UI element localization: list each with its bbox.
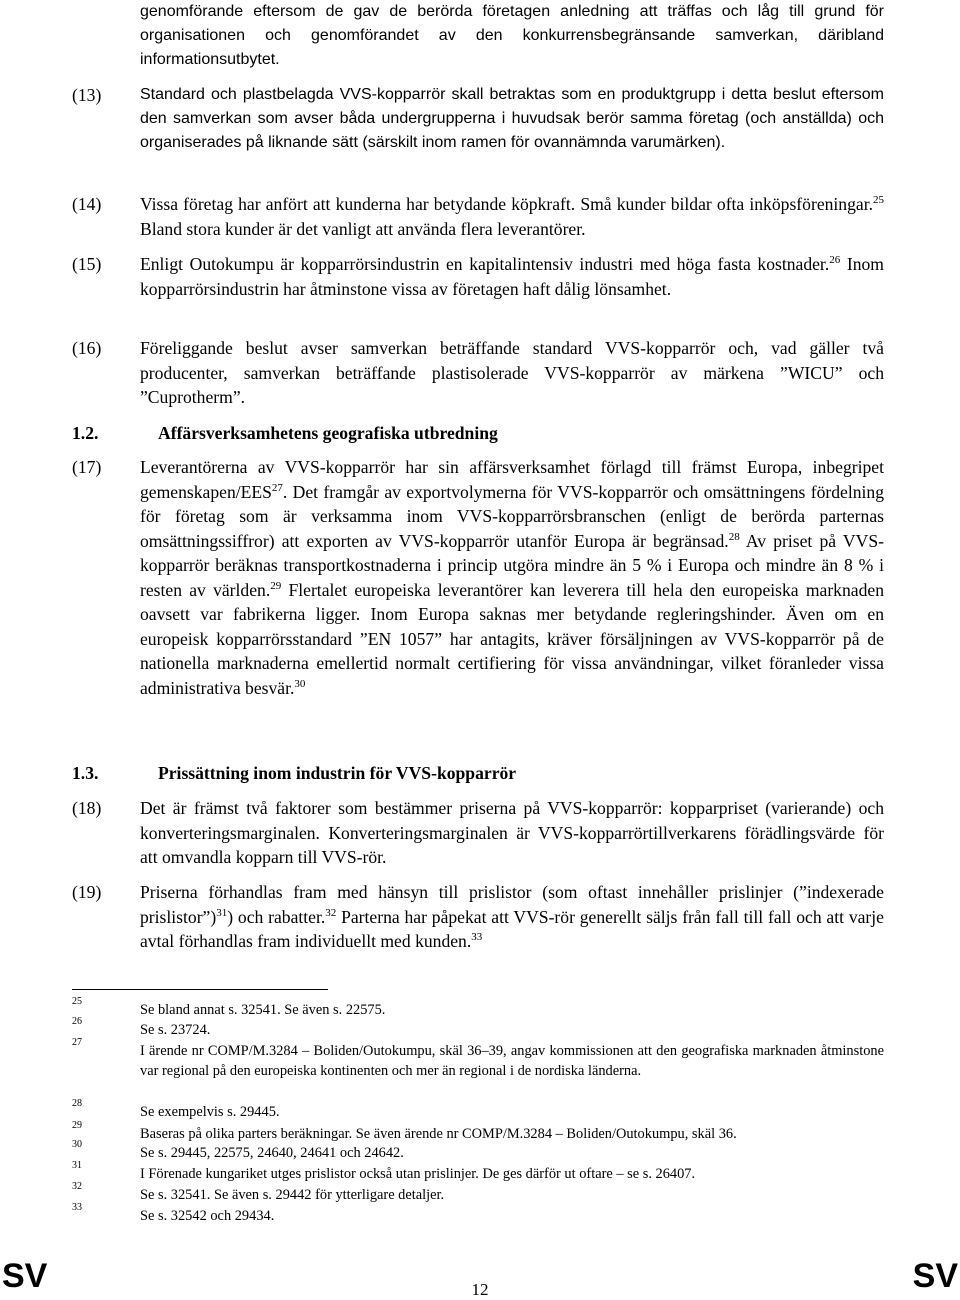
intro-paragraph [72,0,884,72]
paragraph-text: Enligt Outokumpu är kopparrörsindustrin en kapitalintensiv industri med höga fasta kostnader.$^{26}$ Inom kopparrörsindustrin har åtminstone vissa av företagen haft dålig lönsamhet. [140,254,884,299]
paragraph-text: Vissa företag har anfört att kunderna har betydande köpkraft. Små kunder bildar ofta inköpsföreningar.$^{25}$ Bland stora kunder är det vanligt att använda flera leverantörer. [140,194,884,239]
footnote-text: Se exempelvis s. 29445. [140,1104,280,1120]
footnote-number: 31 [72,1160,82,1171]
footnote-number: 27 [72,1037,82,1048]
footnote-26 [72,1016,884,1040]
heading-number: 1.2. [72,423,99,443]
footnote-text: Baseras på olika parters beräkningar. Se även ärende nr COMP/M.3284 – Boliden/Outokumpu, skäl 36. [140,1126,737,1142]
paragraph-text: Standard och plastbelagda VVS-kopparrör skall betraktas som en produktgrupp i detta beslut eftersom den samverkan som avser båda undergrupperna i huvudsak berör samma företag (och anställda) och organiserades på liknande sätt (särskilt inom ramen för ovannämnda varumärken). [140,86,884,151]
footnote-33 [72,1202,884,1226]
section-heading-1-3 [72,761,884,785]
heading-title: Prissättning inom industrin för VVS-kopparrör [158,763,517,783]
paragraph-text: Leverantörerna av VVS-kopparrör har sin affärsverksamhet förlagd till främst Europa, inbegripet gemenskapen/EES$^{27}$. Det framgår av exportvolymerna för VVS-kopparrör och omsättningens fördelning för företag som är verksamma inom VVS-kopparrörsbranschen (enligt de berörda parternas omsättningssiffror) att exporten av VVS-kopparrör utanför Europa är begränsad.$^{28}$ Av priset på VVS-kopparrör beräknas transportkostnaderna i princip utgöra mindre än 5 % i Europa och mindre än 8 % i resten av världen.$^{29}$ Flertalet europeiska leverantörer kan leverera till hela den europeiska marknaden oavsett var fabrikerna ligger. Inom Europa saknas mer betydande regleringshinder. Även om en europeisk kopparrörsstandard ”EN 1057” har antagits, kräver försäljningen av VVS-kopparrör på de nationella marknaderna emellertid normalt certifiering för vissa användningar, vilket föranleder vissa administrativa besvär.$^{30}$ [140,457,884,698]
footnote-text: Se s. 29445, 22575, 24640, 24641 och 24642. [140,1145,404,1161]
footnote-ref[interactable]: 28 [728,530,740,543]
footnote-ref[interactable]: 25 [873,194,884,207]
footnote-number: 26 [72,1016,82,1027]
paragraph-number: (15) [72,254,102,274]
footnote-text: I ärende nr COMP/M.3284 – Boliden/Outokumpu, skäl 36–39, angav kommissionen att den geografiska marknaden åtminstone var regional på den europeiska kontinenten och mer än regional i de nordiska länderna. [140,1043,884,1079]
footnote-31 [72,1160,884,1184]
heading-number: 1.3. [72,763,99,783]
footnote-text: Se s. 23724. [140,1022,211,1038]
paragraph-number: (14) [72,194,102,214]
footer-language-right: SV [912,1257,958,1295]
footnote-number: 33 [72,1202,82,1213]
paragraph-17 [72,455,884,700]
footnote-text: Se s. 32542 och 29434. [140,1208,275,1224]
footnote-number: 30 [72,1139,82,1150]
footnote-29 [72,1120,884,1144]
footnote-number: 29 [72,1120,82,1131]
paragraph-text: Priserna förhandlas fram med hänsyn till prislistor (som oftast innehåller prislinjer (”indexerade prislistor”)$^{31}$) och rabatter.$^{32}$ Parterna har påpekat att VVS-rör generellt säljs från fall till fall och att varje avtal förhandlas fram individuellt med kunden.$^{33}$ [140,882,884,951]
paragraph-number: (19) [72,882,102,902]
section-heading-1-2 [72,421,884,445]
footnote-divider [72,989,328,990]
footnote-ref[interactable]: 30 [294,677,306,690]
footnote-ref[interactable]: 27 [271,481,283,494]
paragraph-number: (17) [72,457,102,477]
paragraph-text: Det är främst två faktorer som bestämmer priserna på VVS-kopparrör: kopparpriset (varierande) och konverteringsmarginalen. Konverteringsmarginalen är VVS-kopparrörtillverkarens förädlingsvärde för att omvandla kopparn till VVS-rör. [140,798,884,867]
paragraph-18 [72,796,884,870]
footnote-ref[interactable]: 32 [325,906,337,919]
footnote-number: 25 [72,996,82,1007]
paragraph-number: (13) [72,85,102,105]
footnote-ref[interactable]: 31 [216,906,228,919]
footnote-ref[interactable]: 26 [829,254,841,267]
footnote-ref[interactable]: 29 [270,579,282,592]
paragraph-number: (16) [72,338,102,358]
footnote-27 [72,1037,884,1081]
footnote-28 [72,1098,884,1122]
paragraph-16 [72,336,884,410]
footnote-30 [72,1139,884,1163]
footnote-number: 32 [72,1181,82,1192]
footnote-text: Se s. 32541. Se även s. 29442 för ytterligare detaljer. [140,1187,445,1203]
paragraph-text: Föreliggande beslut avser samverkan beträffande standard VVS-kopparrör och, vad gäller två producenter, samverkan beträffande plastisolerade VVS-kopparrör av märkena ”WICU” och ”Cuprotherm”. [140,338,884,407]
footnote-number: 28 [72,1098,82,1109]
intro-text: genomförande eftersom de gav de berörda företagen anledning att träffas och låg till grund för organisationen och genomförandet av den konkurrensbegränsande samverkan, däribland informationsutbytet. [140,3,884,68]
paragraph-13 [72,83,884,155]
footnote-ref[interactable]: 33 [471,931,483,944]
footnote-text: I Förenade kungariket utges prislistor också utan prislinjer. De ges därför ut oftare – se s. 26407. [140,1166,696,1182]
heading-title: Affärsverksamhetens geografiska utbredning [158,423,498,443]
footnote-text: Se bland annat s. 32541. Se även s. 22575. [140,1002,386,1018]
footer-language-left: SV [2,1257,48,1295]
paragraph-14 [72,192,884,241]
paragraph-15 [72,252,884,301]
footnote-32 [72,1181,884,1205]
page-number: 12 [471,1280,489,1299]
paragraph-number: (18) [72,798,102,818]
footnote-25 [72,996,884,1020]
paragraph-19 [72,880,884,954]
